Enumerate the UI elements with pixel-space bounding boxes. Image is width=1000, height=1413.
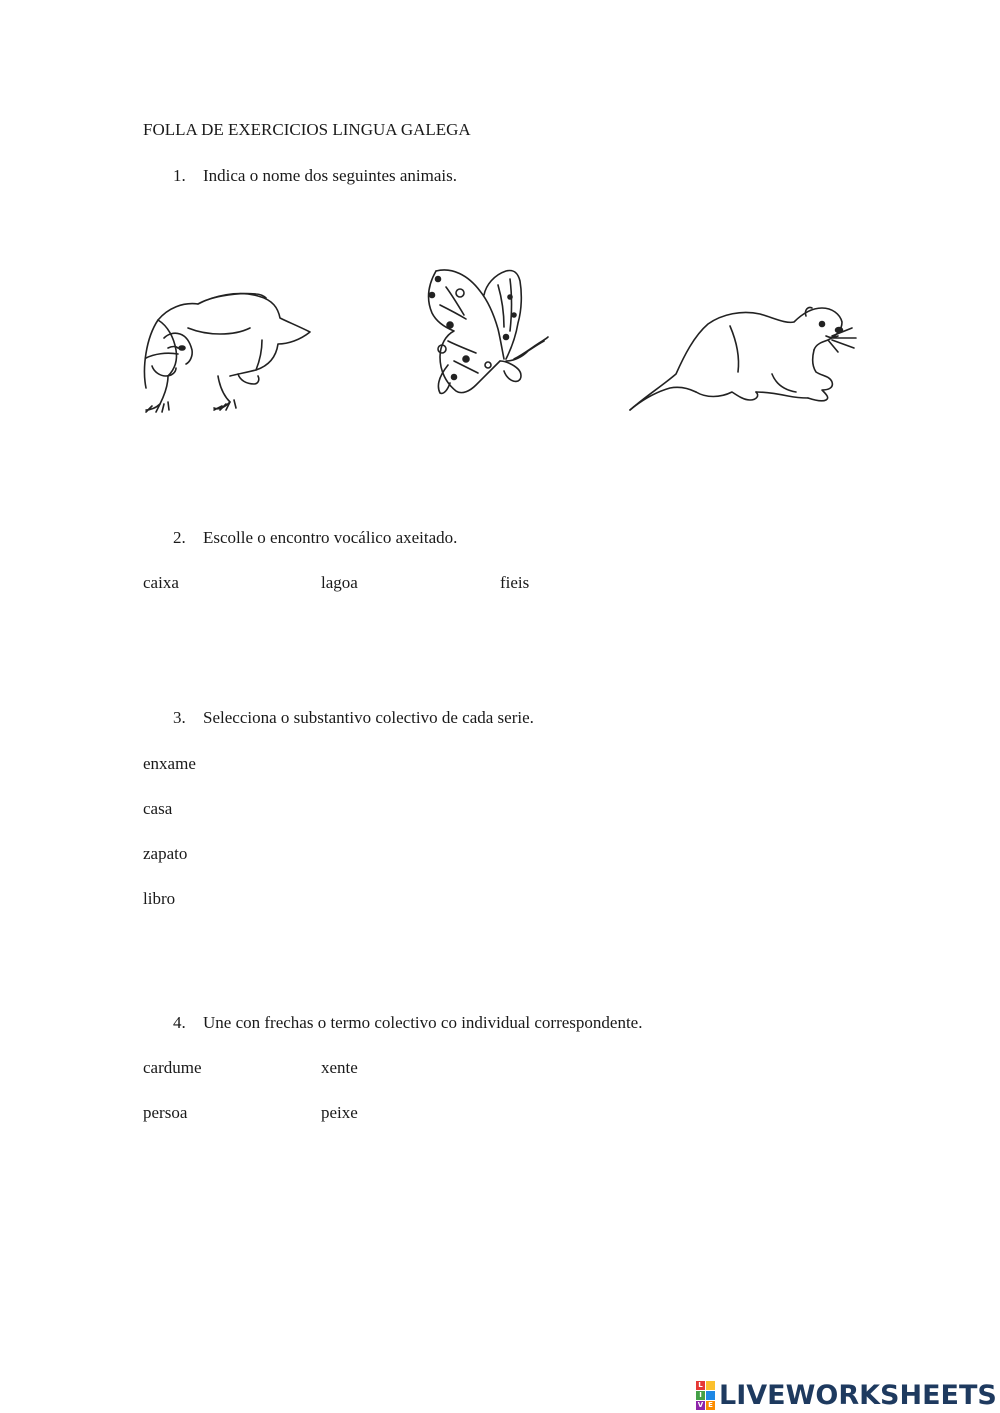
match-left-persoa[interactable]: persoa	[143, 1103, 188, 1122]
exercise-2-instruction: Escolle o encontro vocálico axeitado.	[203, 528, 458, 547]
exercise-1-instruction: Indica o nome dos seguintes animais.	[203, 166, 458, 185]
liveworksheets-logo[interactable]	[696, 1378, 997, 1412]
match-right-xente[interactable]: xente	[321, 1058, 358, 1077]
match-right-peixe[interactable]: peixe	[321, 1103, 358, 1122]
word-option-lagoa[interactable]: lagoa	[321, 573, 358, 592]
word-option-caixa[interactable]: caixa	[143, 573, 179, 592]
exercise-4-number: 4.	[173, 1013, 186, 1032]
butterfly-illustration	[418, 265, 553, 400]
word-option-casa[interactable]: casa	[143, 799, 173, 818]
exercise-4-instruction: Une con frechas o termo colectivo co individual correspondente.	[203, 1013, 643, 1032]
exercise-3-number: 3.	[173, 708, 186, 727]
otter-illustration	[626, 300, 861, 415]
exercise-1-number: 1.	[173, 166, 186, 185]
logo-badge-icon: L I V E	[696, 1381, 715, 1410]
word-option-fieis[interactable]: fieis	[500, 573, 530, 592]
word-option-zapato[interactable]: zapato	[143, 844, 188, 863]
worksheet-title: FOLLA DE EXERCICIOS LINGUA GALEGA	[143, 120, 471, 139]
match-left-cardume[interactable]: cardume	[143, 1058, 202, 1077]
exercise-2-number: 2.	[173, 528, 186, 547]
logo-wordmark: LIVEWORKSHEETS	[719, 1379, 997, 1411]
exercise-3-instruction: Selecciona o substantivo colectivo de cada serie.	[203, 708, 534, 727]
word-option-enxame[interactable]: enxame	[143, 754, 196, 773]
badger-illustration	[138, 288, 318, 416]
word-option-libro[interactable]: libro	[143, 889, 176, 908]
